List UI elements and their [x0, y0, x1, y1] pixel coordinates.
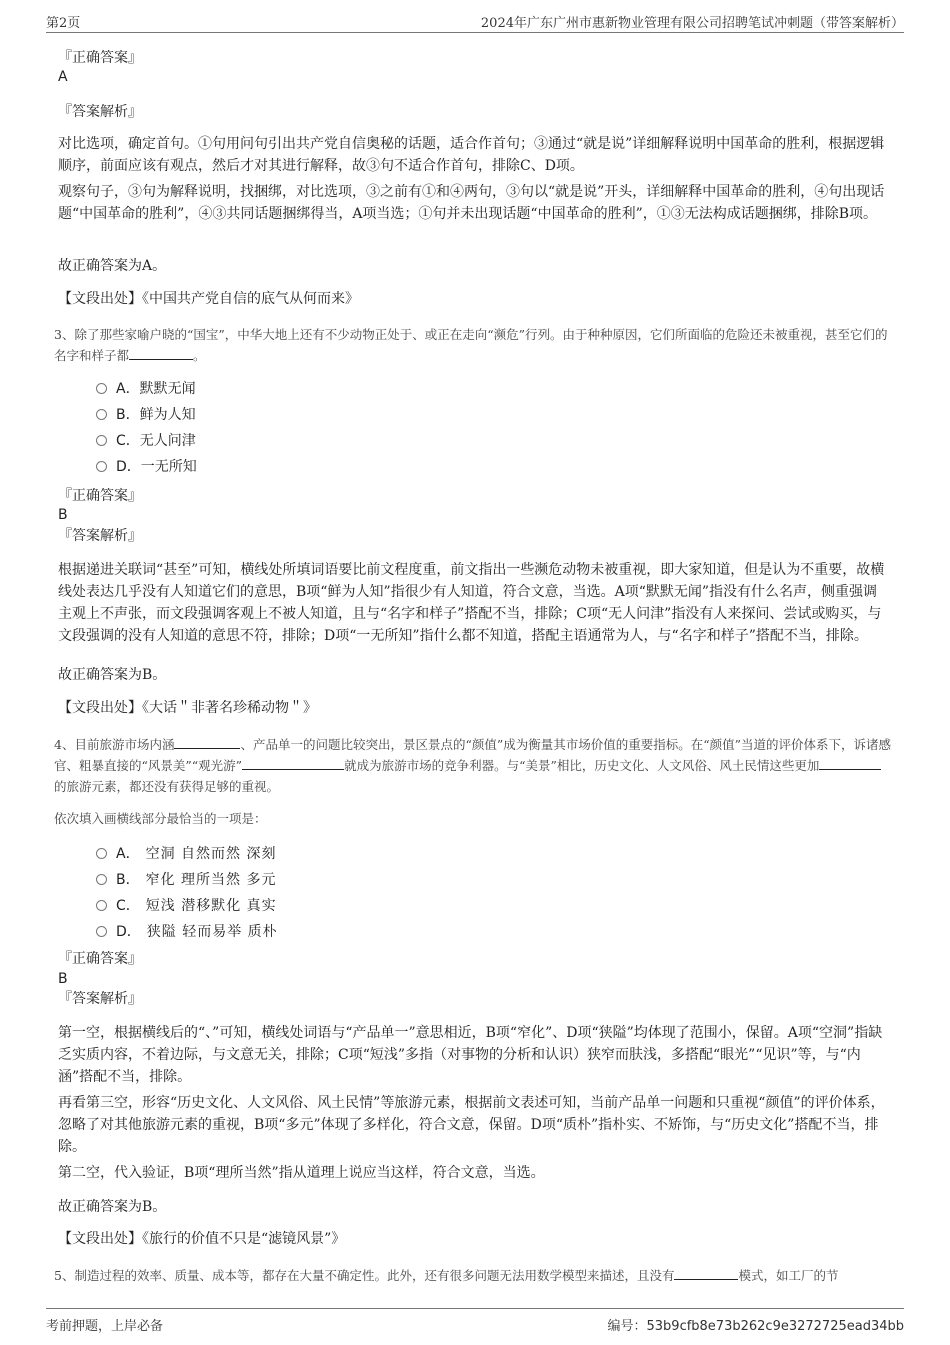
q2-analysis-label: 『答案解析』 [58, 104, 142, 120]
q3-analysis-label: 『答案解析』 [58, 528, 142, 544]
q3-answer-label: 『正确答案』 [58, 488, 142, 504]
q4-analysis-para: 第二空，代入验证，B项“理所当然”指从道理上说应当这样，符合文意，当选。 [58, 1165, 545, 1181]
radio-icon[interactable] [96, 435, 107, 446]
fill-blank [129, 346, 193, 360]
q4-option-d[interactable]: D． 狭隘 轻而易举 质朴 [96, 921, 278, 943]
q4-option-b[interactable]: B． 窄化 理所当然 多元 [96, 869, 277, 891]
q4-source: 【文段出处】《旅行的价值不只是“滤镜风景”》 [58, 1231, 346, 1247]
q3-option-c[interactable]: C．无人问津 [96, 430, 196, 452]
page-number: 第2页 [46, 16, 81, 31]
page-footer [46, 1308, 904, 1336]
q4-analysis-label: 『答案解析』 [58, 991, 142, 1007]
fill-blank [819, 756, 881, 770]
q3-option-b[interactable]: B．鲜为人知 [96, 404, 196, 426]
q2-answer-label: 『正确答案』 [58, 50, 142, 66]
q2-analysis-para: 对比选项，确定首句。①句用问句引出共产党自信奥秘的话题，适合作首句；③通过“就是说”详细解释说明中国革命的胜利，根据逻辑顺序，前面应该有观点，然后才对其进行解释，故③句不适合作首句，排除C、D项。 [58, 136, 885, 174]
q2-analysis-para: 观察句子，③句为解释说明，找捆绑，对比选项，③之前有①和④两句，③句以“就是说”开头，详细解释中国革命的胜利，④句出现话题“中国革命的胜利”，④③共同话题捆绑得当，A项当选；①句并未出现话题“中国革命的胜利”，①③无法构成话题捆绑，排除B项。 [58, 184, 885, 222]
q4-stem: 4、目前旅游市场内涵 、产品单一的问题比较突出，景区景点的“颜值”成为衡量其市场价值的重要指标。在“颜值”当道的评价体系下，诉诸感官、粗暴直接的“风景美”“观光游” 就成为旅游市场的竞争利器。与“美景”相比，历史文化、人文风俗、风土民情这些更加的旅游元素，都还没有获得足够的重视。 [54, 737, 892, 794]
q4-option-c[interactable]: C． 短浅 潜移默化 真实 [96, 895, 277, 917]
q2-conclusion: 故正确答案为A。 [58, 258, 167, 274]
q5-stem: 5、制造过程的效率、质量、成本等，都存在大量不确定性。此外，还有很多问题无法用数学模型来描述，且没有 模式，如工厂的节 [54, 1268, 839, 1283]
q3-answer: B [58, 507, 68, 523]
q3-analysis-para: 根据递进关联词“甚至”可知，横线处所填词语要比前文程度重，前文指出一些濒危动物未被重视，即大家知道，但是认为不重要，故横线处表达几乎没有人知道它们的意思，B项“鲜为人知”指很少有人知道，符合文意，当选。A项“默默无闻”指没有什么名声，侧重强调主观上不声张，而文段强调客观上不被人知道，且与“名字和样子”搭配不当，排除；C项“无人问津”指没有人来探问、尝试或购买，与文段强调的没有人知道的意思不符，排除；D项“一无所知”指什么都不知道，搭配主语通常为人，与“名字和样子”搭配不当，排除。 [58, 562, 885, 644]
radio-icon[interactable] [96, 409, 107, 420]
q3-source: 【文段出处】《大话＂非著名珍稀动物＂》 [58, 700, 317, 716]
code-value: 53b9cfb8e73b262c9e3272725ead34bb [646, 1319, 904, 1334]
fill-blank [674, 1266, 738, 1280]
q4-analysis-para: 第一空，根据横线后的“、”可知，横线处词语与“产品单一”意思相近，B项“窄化”、D项“狭隘”均体现了范围小，保留。A项“空洞”指缺乏实质内容，不着边际，与文意无关，排除；C项“短浅”多指（对事物的分析和认识）狭窄而肤浅，多搭配“眼光”“见识”等，与“内涵”搭配不当，排除。 [58, 1025, 883, 1085]
radio-icon[interactable] [96, 848, 107, 859]
q4-analysis-para: 再看第三空，形容“历史文化、人文风俗、风土民情”等旅游元素，根据前文表述可知，当前产品单一问题和只重视“颜值”的评价体系，忽略了对其他旅游元素的重视，B项“多元”体现了多样化，符合文意，保留。D项“质朴”指朴实、不矫饰，与“历史文化”搭配不当，排除。 [58, 1095, 885, 1155]
q4-conclusion: 故正确答案为B。 [58, 1199, 167, 1215]
q4-answer: B [58, 971, 68, 987]
footer-slogan: 考前押题，上岸必备 [46, 1319, 164, 1334]
q3-stem: 3、除了那些家喻户晓的“国宝”，中华大地上还有不少动物正处于、或正在走向“濒危”行列。由于种种原因，它们所面临的危险还未被重视，甚至它们的名字和样子都 。 [54, 327, 888, 363]
document-code [607, 1315, 904, 1334]
page-header [46, 12, 904, 33]
q4-option-a[interactable]: A． 空洞 自然而然 深刻 [96, 843, 276, 865]
radio-icon[interactable] [96, 383, 107, 394]
fill-blank [242, 756, 344, 770]
radio-icon[interactable] [96, 926, 107, 937]
q3-conclusion: 故正确答案为B。 [58, 667, 167, 683]
q3-option-d[interactable]: D．一无所知 [96, 456, 197, 478]
fill-blank [174, 735, 240, 749]
radio-icon[interactable] [96, 874, 107, 885]
code-label: 编号： [607, 1319, 647, 1334]
radio-icon[interactable] [96, 900, 107, 911]
q2-answer: A [58, 69, 68, 85]
document-title: 2024年广东广州市惠新物业管理有限公司招聘笔试冲刺题（带答案解析） [480, 16, 904, 31]
q4-answer-label: 『正确答案』 [58, 951, 142, 967]
q3-option-a[interactable]: A．默默无闻 [96, 378, 196, 400]
q2-source: 【文段出处】《中国共产党自信的底气从何而来》 [58, 291, 359, 307]
q4-instruction: 依次填入画横线部分最恰当的一项是： [54, 811, 267, 826]
radio-icon[interactable] [96, 461, 107, 472]
